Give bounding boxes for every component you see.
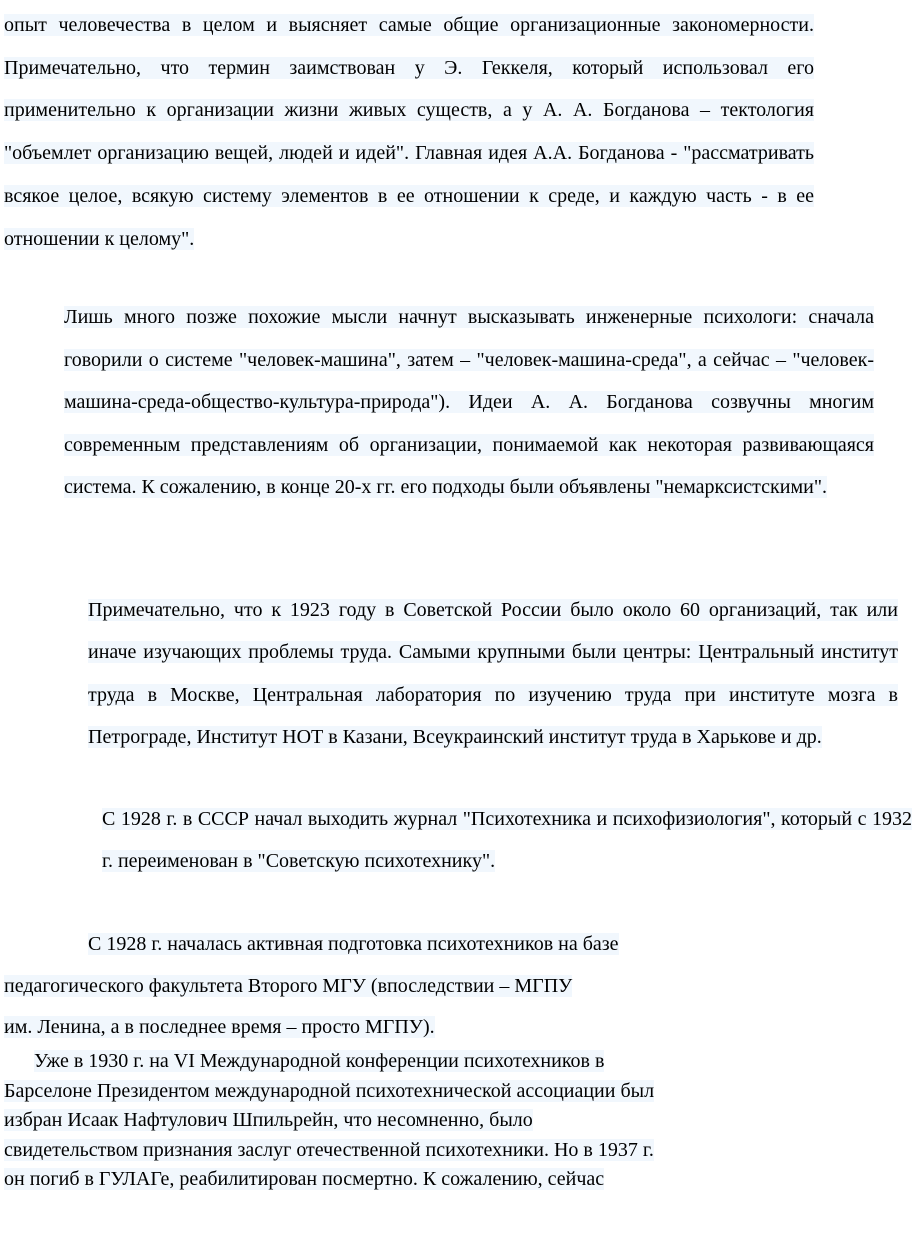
paragraph-2 [4,296,874,509]
paragraph-6-line-5: он погиб в ГУЛАГе, реабилитирован посмертно. К сожалению, сейчас [4,1168,605,1191]
paragraph-3 [4,589,898,758]
paragraph-5-line [4,966,814,1008]
paragraph-5-line [4,1007,814,1049]
paragraph-2-text: Лишь много позже похожие мысли начнут высказывать инженерные психологи: сначала говорили о системе "человек-машина", затем – "человек-машина-среда", а сейчас – "человек-машина-среда-общество-культура-природа"). Идеи А. А. Богданова созвучны многим современным представлениям об организации, понимаемой как некоторая развивающаяся система. К сожалению, в конце 20-х гг. его подходы были объявлены "немарксистскими". [64,306,874,498]
paragraph-5-line-2: педагогического факультета Второго МГУ (впоследствии – МГПУ [4,974,573,997]
paragraph-5-line [4,924,814,966]
paragraph-4 [4,798,912,883]
paragraph-1 [4,4,814,260]
paragraph-4-text: С 1928 г. в СССР начал выходить журнал "Психотехника и психофизиология", который с 1932 г. переименован в "Советскую психотехнику". [102,808,912,873]
paragraph-6-line-1: Уже в 1930 г. на VI Международной конференции психотехников в [34,1050,605,1072]
paragraph-6-line [4,1165,814,1195]
paragraph-6-line [4,1047,814,1077]
paragraph-6-line-3: избран Исаак Нафтулович Шпильрейн, что несомненно, было [4,1109,533,1132]
paragraph-5-line-1: С 1928 г. началась активная подготовка психотехников на базе [88,933,619,955]
paragraph-6-line-2: Барселоне Президентом международной психотехнической ассоциации был [4,1079,655,1102]
paragraph-6-line-4: свидетельством признания заслуг отечественной психотехники. Но в 1937 г. [4,1138,654,1161]
paragraph-6-line [4,1077,814,1107]
paragraph-5 [4,924,814,1049]
paragraph-1-text: опыт человечества в целом и выясняет самые общие организационные закономерности. Примечательно, что термин заимствован у Э. Геккеля, который использовал его применительно к организации жизни живых существ, а у А. А. Богданова – тектология "объемлет организацию вещей, людей и идей". Главная идея А.А. Богданова - "рассматривать всякое целое, всякую систему элементов в ее отношении к среде, и каждую часть - в ее отношении к целому". [4,14,814,250]
paragraph-5-line-3: им. Ленина, а в последнее время – просто МГПУ). [4,1016,435,1038]
paragraph-6-line [4,1136,814,1166]
paragraph-6-line [4,1106,814,1136]
paragraph-6 [4,1047,814,1195]
paragraph-3-text: Примечательно, что к 1923 году в Советской России было около 60 организаций, так или иначе изучающих проблемы труда. Самыми крупными были центры: Центральный институт труда в Москве, Центральная лаборатория по изучению труда при институте мозга в Петрограде, Институт НОТ в Казани, Всеукраинский институт труда в Харькове и др. [88,599,898,748]
